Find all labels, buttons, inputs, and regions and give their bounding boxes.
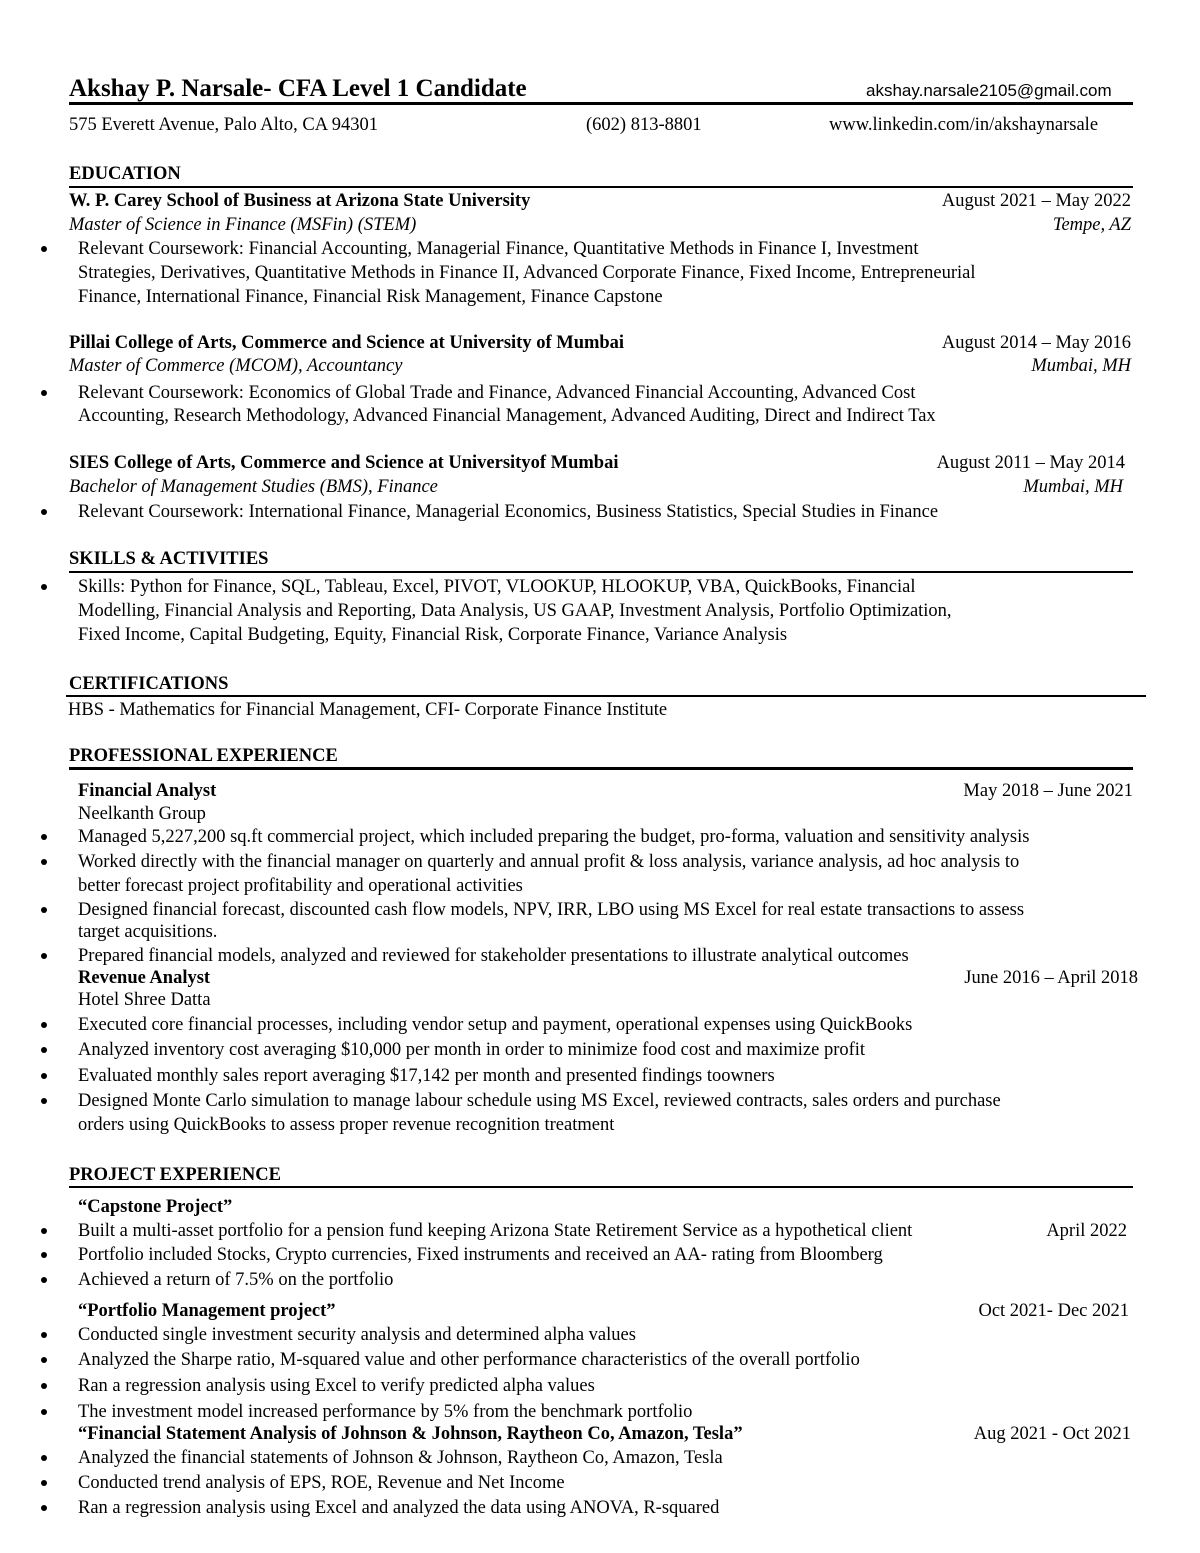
bullet-icon — [41, 509, 47, 515]
job-bullet-text: Designed Monte Carlo simulation to manage labour schedule using MS Excel, reviewed contracts, sales orders and purchase — [78, 1091, 1001, 1111]
bullet-icon — [41, 834, 47, 840]
section-divider — [69, 1186, 1133, 1188]
candidate-name: Akshay P. Narsale- CFA Level 1 Candidate — [69, 75, 527, 102]
section-divider — [66, 695, 1146, 697]
bullet-icon — [41, 1332, 47, 1338]
coursework-line: Relevant Coursework: Financial Accounting, Managerial Finance, Quantitative Methods in Finance I, Investment — [78, 239, 919, 259]
bullet-icon — [41, 1277, 47, 1283]
project-bullet-text: Achieved a return of 7.5% on the portfolio — [78, 1270, 394, 1290]
bullet-icon — [41, 390, 47, 396]
degree: Master of Science in Finance (MSFin) (STEM) — [69, 215, 417, 235]
job-bullet-text: target acquisitions. — [78, 922, 218, 942]
address: 575 Everett Avenue, Palo Alto, CA 94301 — [69, 115, 378, 135]
school-name: SIES College of Arts, Commerce and Science at Universityof Mumbai — [69, 453, 619, 473]
bullet-icon — [41, 1252, 47, 1258]
project-dates: April 2022 — [1046, 1221, 1127, 1241]
bullet-icon — [41, 1480, 47, 1486]
bullet-icon — [41, 584, 47, 590]
project-title: “Portfolio Management project” — [78, 1301, 336, 1321]
job-bullet-text: Managed 5,227,200 sq.ft commercial project, which included preparing the budget, pro-forma, valuation and sensitivity analysis — [78, 827, 1030, 847]
job-bullet-text: Evaluated monthly sales report averaging $17,142 per month and presented findings toowners — [78, 1066, 775, 1086]
bullet-icon — [41, 1455, 47, 1461]
job-dates: June 2016 – April 2018 — [964, 968, 1138, 988]
bullet-icon — [41, 907, 47, 913]
bullet-icon — [41, 1098, 47, 1104]
school-name: Pillai College of Arts, Commerce and Science at University of Mumbai — [69, 333, 625, 353]
bullet-icon — [41, 1228, 47, 1234]
bullet-icon — [41, 953, 47, 959]
project-bullet-text: Conducted trend analysis of EPS, ROE, Revenue and Net Income — [78, 1473, 565, 1493]
job-bullet-text: Worked directly with the financial manager on quarterly and annual profit & loss analysis, variance analysis, ad hoc analysis to — [78, 852, 1020, 872]
project-bullet-text: Portfolio included Stocks, Crypto currencies, Fixed instruments and received an AA- rating from Bloomberg — [78, 1245, 883, 1265]
job-bullet-text: orders using QuickBooks to assess proper revenue recognition treatment — [78, 1115, 615, 1135]
linkedin-link[interactable]: www.linkedin.com/in/akshaynarsale — [829, 115, 1099, 135]
coursework-line: Accounting, Research Methodology, Advanced Financial Management, Advanced Auditing, Direct and Indirect Tax — [78, 406, 936, 426]
job-title: Financial Analyst — [78, 781, 217, 801]
project-bullet-text: Analyzed the Sharpe ratio, M-squared value and other performance characteristics of the overall portfolio — [78, 1350, 860, 1370]
coursework-line: Finance, International Finance, Financial Risk Management, Finance Capstone — [78, 287, 663, 307]
job-title: Revenue Analyst — [78, 968, 211, 988]
coursework-line: Relevant Coursework: Economics of Global Trade and Finance, Advanced Financial Accounting, Advanced Cost — [78, 383, 916, 403]
bullet-icon — [41, 1383, 47, 1389]
phone: (602) 813-8801 — [586, 115, 702, 135]
bullet-icon — [41, 1409, 47, 1415]
project-bullet-text: The investment model increased performance by 5% from the benchmark portfolio — [78, 1402, 693, 1422]
project-dates: Oct 2021- Dec 2021 — [978, 1301, 1129, 1321]
job-bullet-text: Executed core financial processes, including vendor setup and payment, operational expenses using QuickBooks — [78, 1015, 913, 1035]
section-divider — [69, 767, 1133, 770]
section-divider — [69, 186, 1133, 188]
project-title: “Financial Statement Analysis of Johnson & Johnson, Raytheon Co, Amazon, Tesla” — [78, 1424, 743, 1444]
coursework-line: Relevant Coursework: International Finance, Managerial Economics, Business Statistics, Special Studies in Finance — [78, 502, 939, 522]
project-title: “Capstone Project” — [78, 1197, 233, 1217]
company-name: Hotel Shree Datta — [78, 990, 211, 1010]
skills-line: Skills: Python for Finance, SQL, Tableau, Excel, PIVOT, VLOOKUP, HLOOKUP, VBA, QuickBooks, Financial — [78, 577, 916, 597]
section-divider — [69, 571, 1133, 573]
project-bullet-text: Analyzed the financial statements of Johnson & Johnson, Raytheon Co, Amazon, Tesla — [78, 1448, 723, 1468]
bullet-icon — [41, 859, 47, 865]
project-bullet-text: Conducted single investment security analysis and determined alpha values — [78, 1325, 636, 1345]
job-bullet-text: Prepared financial models, analyzed and reviewed for stakeholder presentations to illustrate analytical outcomes — [78, 946, 909, 966]
header-divider — [69, 102, 1133, 105]
job-bullet-text: better forecast project profitability and operational activities — [78, 876, 523, 896]
degree: Bachelor of Management Studies (BMS), Finance — [69, 477, 438, 497]
skills-line: Modelling, Financial Analysis and Reporting, Data Analysis, US GAAP, Investment Analysis, Portfolio Optimization, — [78, 601, 952, 621]
section-heading-experience: PROFESSIONAL EXPERIENCE — [69, 746, 338, 766]
bullet-icon — [41, 1073, 47, 1079]
bullet-icon — [41, 1505, 47, 1511]
coursework-line: Strategies, Derivatives, Quantitative Methods in Finance II, Advanced Corporate Finance, Fixed Income, Entrepreneurial — [78, 263, 976, 283]
certifications-text: HBS - Mathematics for Financial Management, CFI- Corporate Finance Institute — [68, 700, 668, 720]
section-heading-skills: SKILLS & ACTIVITIES — [69, 549, 269, 569]
company-name: Neelkanth Group — [78, 804, 206, 824]
education-dates: August 2011 – May 2014 — [936, 453, 1125, 473]
section-heading-certifications: CERTIFICATIONS — [69, 674, 229, 694]
project-bullet-text: Ran a regression analysis using Excel and analyzed the data using ANOVA, R-squared — [78, 1498, 720, 1518]
job-bullet-text: Designed financial forecast, discounted cash flow models, NPV, IRR, LBO using MS Excel for real estate transactions to assess — [78, 900, 1025, 920]
location: Mumbai, MH — [1023, 477, 1123, 497]
project-bullet-text: Built a multi-asset portfolio for a pension fund keeping Arizona State Retirement Service as a hypothetical client — [78, 1221, 913, 1241]
skills-line: Fixed Income, Capital Budgeting, Equity, Financial Risk, Corporate Finance, Variance Analysis — [78, 625, 788, 645]
project-dates: Aug 2021 - Oct 2021 — [973, 1424, 1131, 1444]
education-dates: August 2021 – May 2022 — [941, 191, 1131, 211]
section-heading-education: EDUCATION — [69, 164, 181, 184]
degree: Master of Commerce (MCOM), Accountancy — [69, 356, 403, 376]
bullet-icon — [41, 1022, 47, 1028]
email-link[interactable]: akshay.narsale2105@gmail.com — [866, 81, 1112, 100]
bullet-icon — [41, 1357, 47, 1363]
section-heading-projects: PROJECT EXPERIENCE — [69, 1165, 281, 1185]
project-bullet-text: Ran a regression analysis using Excel to verify predicted alpha values — [78, 1376, 595, 1396]
job-dates: May 2018 – June 2021 — [963, 781, 1133, 801]
bullet-icon — [41, 1047, 47, 1053]
location: Tempe, AZ — [1052, 215, 1131, 235]
education-dates: August 2014 – May 2016 — [941, 333, 1131, 353]
job-bullet-text: Analyzed inventory cost averaging $10,000 per month in order to minimize food cost and maximize profit — [78, 1040, 866, 1060]
school-name: W. P. Carey School of Business at Arizona State University — [69, 191, 531, 211]
location: Mumbai, MH — [1031, 356, 1131, 376]
bullet-icon — [41, 246, 47, 252]
